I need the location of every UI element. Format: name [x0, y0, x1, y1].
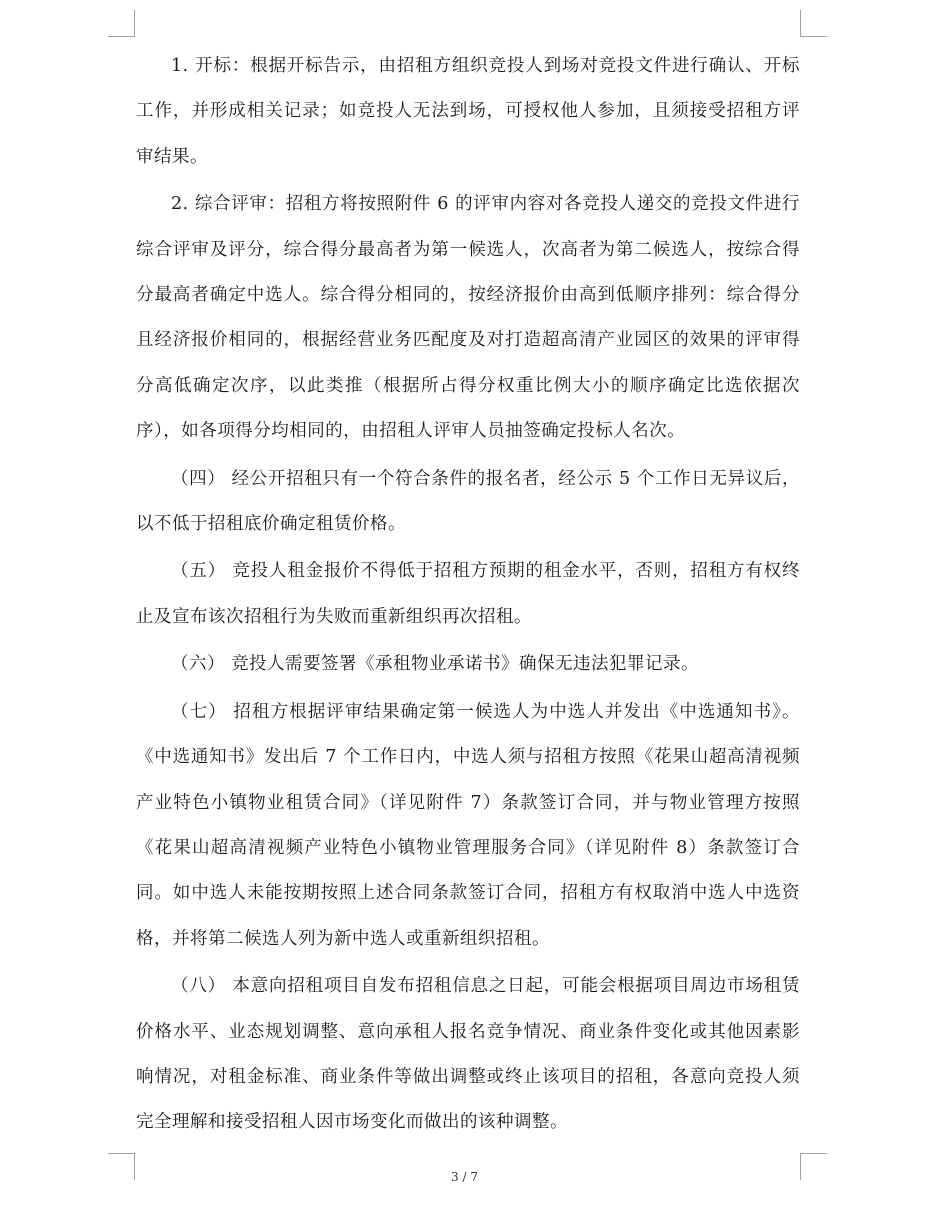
page-body [136, 44, 800, 1148]
paragraph-section-7: （七） 招租方根据评审结果确定第一候选人为中选人并发出《中选通知书》。《中选通知书》发出后 7 个工作日内，中选人须与招租方按照《花果山超高清视频产业特色小镇物业租赁合同》（详见附件 7）条款签订合同，并与物业管理方按照《花果山超高清视频产业特色小镇物业管理服务合同》（详见附件 8）条款签订合同。如中选人未能按期按照上述合同条款签订合同，招租方有权取消中选人中选资格，并将第二候选人列为新中选人或重新组织招租。 [136, 701, 800, 949]
crop-mark-top-right [800, 10, 827, 37]
paragraph-section-4: （四） 经公开招租只有一个符合条件的报名者，经公示 5 个工作日无异议后，以不低于招租底价确定租赁价格。 [136, 468, 800, 535]
paragraph-comprehensive-review: 2. 综合评审：招租方将按照附件 6 的评审内容对各竞投人递交的竞投文件进行综合评审及评分，综合得分最高者为第一候选人，次高者为第二候选人，按综合得分最高者确定中选人。综合得分相同的，按经济报价由高到低顺序排列：综合得分且经济报价相同的，根据经营业务匹配度及对打造超高清产业园区的效果的评审得分高低确定次序，以此类推（根据所占得分权重比例大小的顺序确定比选依据次序），如各项得分均相同的，由招租人评审人员抽签确定投标人名次。 [136, 194, 800, 442]
crop-mark-top-left [108, 10, 135, 37]
page-number: 3 / 7 [451, 1170, 478, 1184]
paragraph-opening: 1. 开标：根据开标告示，由招租方组织竞投人到场对竞投文件进行确认、开标工作，并形成相关记录；如竞投人无法到场，可授权他人参加，且须接受招租方评审结果。 [136, 56, 800, 167]
paragraph-section-8: （八） 本意向招租项目自发布招租信息之日起，可能会根据项目周边市场租赁价格水平、业态规划调整、意向承租人报名竞争情况、商业条件变化或其他因素影响情况，对租金标准、商业条件等做出调整或终止该项目的招租，各意向竞投人须完全理解和接受招租人因市场变化而做出的该种调整。 [136, 976, 800, 1133]
paragraph-section-6: （六） 竞投人需要签署《承租物业承诺书》确保无违法犯罪记录。 [171, 654, 700, 675]
paragraph-section-5: （五） 竞投人租金报价不得低于招租方预期的租金水平，否则，招租方有权终止及宣布该次招租行为失败而重新组织再次招租。 [136, 561, 800, 627]
